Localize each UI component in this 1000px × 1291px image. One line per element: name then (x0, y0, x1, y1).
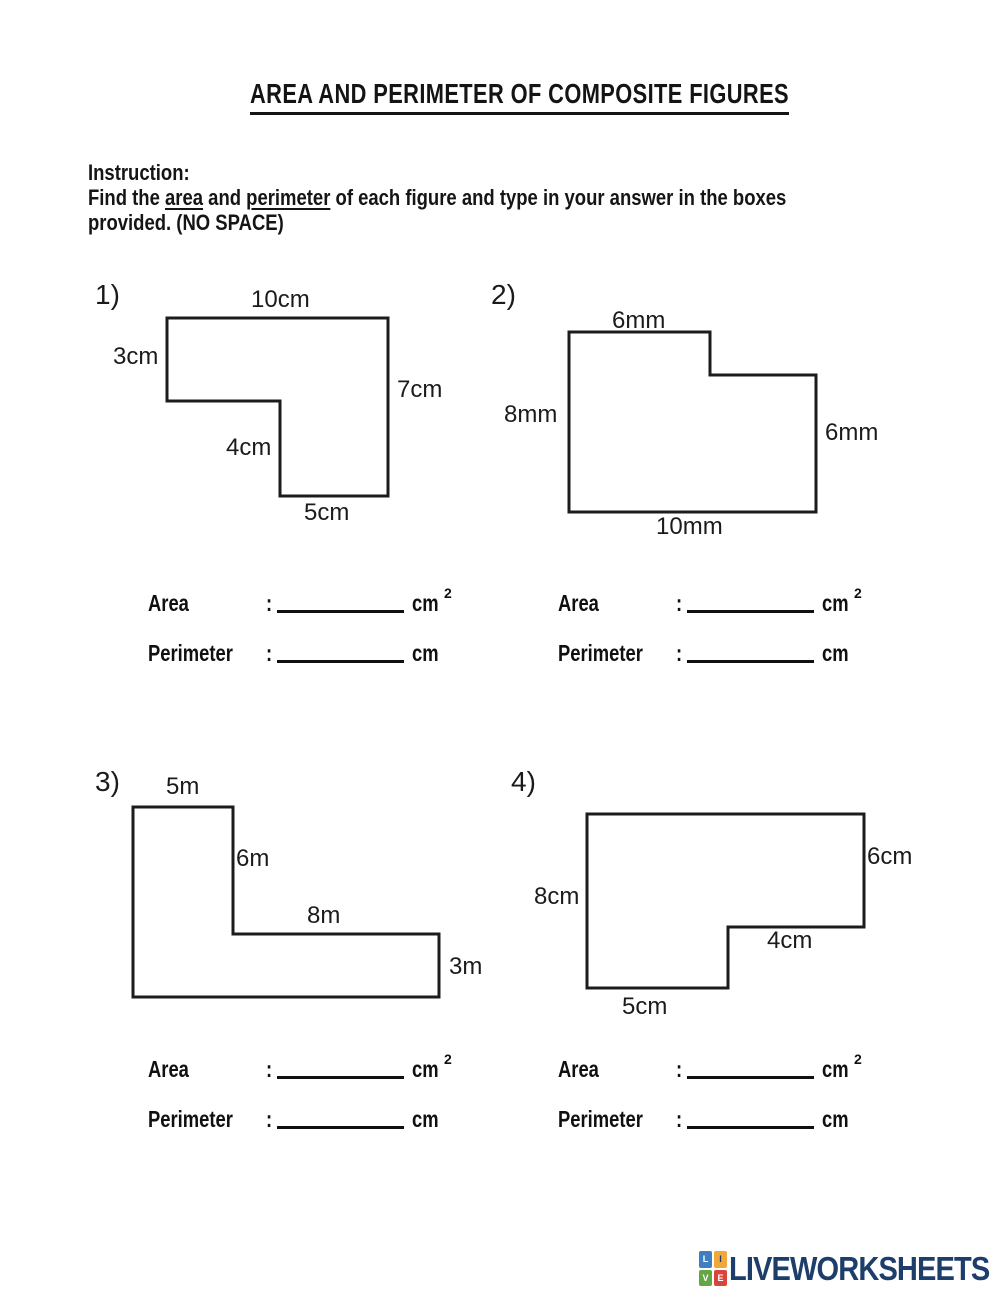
q2-perimeter-row (558, 640, 898, 666)
q1-dim-right: 7cm (397, 376, 443, 403)
perimeter-unit: cm (412, 1106, 439, 1132)
question-4-answers (558, 1051, 898, 1156)
area-unit: cm (412, 590, 439, 616)
colon: : (676, 1056, 683, 1082)
instruction-text-mid: and (203, 185, 247, 210)
question-1-number: 1) (95, 279, 120, 310)
logo-letter-i: I (714, 1251, 727, 1268)
area-unit: cm (412, 1056, 439, 1082)
q4-area-row (558, 1051, 898, 1082)
q1-area-row (148, 585, 488, 616)
logo-letter-e: E (714, 1270, 727, 1287)
q3-area-row (148, 1051, 488, 1082)
perimeter-unit: cm (822, 1106, 849, 1132)
instruction-word-perimeter: perimeter (246, 185, 331, 210)
q4-perimeter-answer-box[interactable] (687, 1106, 814, 1129)
q4-area-answer-box[interactable] (687, 1056, 814, 1079)
instruction-heading: Instruction: (88, 160, 190, 185)
liveworksheets-wordmark: LIVEWORKSHEETS (729, 1250, 990, 1287)
q3-area-answer-box[interactable] (277, 1056, 404, 1079)
perimeter-label: Perimeter (148, 1106, 233, 1132)
area-unit-exponent: 2 (854, 585, 862, 601)
q4-dim-inner-h: 4cm (767, 927, 813, 954)
question-3-answers (148, 1051, 488, 1156)
colon: : (266, 1056, 273, 1082)
question-2-number: 2) (491, 279, 516, 310)
logo-letter-v: V (699, 1270, 712, 1287)
figure-1-shape (167, 318, 388, 496)
question-2-answers (558, 585, 898, 690)
instruction-line1 (88, 185, 786, 210)
figure-2-shape (569, 332, 816, 512)
question-3-number: 3) (95, 766, 120, 797)
area-unit-exponent: 2 (444, 585, 452, 601)
q1-dim-inner: 4cm (226, 434, 272, 461)
perimeter-unit: cm (412, 640, 439, 666)
area-unit: cm (822, 590, 849, 616)
area-label: Area (558, 590, 599, 616)
area-unit-exponent: 2 (854, 1051, 862, 1067)
perimeter-unit: cm (822, 640, 849, 666)
q2-dim-top: 6mm (612, 307, 666, 334)
question-4-number: 4) (511, 766, 536, 797)
q1-dim-bottom: 5cm (304, 499, 350, 526)
instruction-block (88, 160, 919, 235)
title-wrap (40, 78, 1000, 115)
q2-perimeter-answer-box[interactable] (687, 640, 814, 663)
colon: : (676, 1106, 683, 1132)
q1-area-answer-box[interactable] (277, 590, 404, 613)
page-title: AREA AND PERIMETER OF COMPOSITE FIGURES (250, 78, 789, 115)
instruction-text-prefix: Find the (88, 185, 165, 210)
q3-perimeter-row (148, 1106, 488, 1132)
q4-perimeter-row (558, 1106, 898, 1132)
liveworksheets-logo[interactable] (699, 1251, 1000, 1286)
q2-area-answer-box[interactable] (687, 590, 814, 613)
perimeter-label: Perimeter (558, 1106, 643, 1132)
q2-dim-left: 8mm (504, 401, 558, 428)
colon: : (266, 1106, 273, 1132)
logo-letter-l: L (699, 1251, 712, 1268)
q2-area-row (558, 585, 898, 616)
q2-dim-bottom: 10mm (656, 513, 723, 540)
q3-dim-inner-h: 8m (307, 902, 341, 929)
q3-dim-right: 3m (449, 953, 483, 980)
instruction-text-suffix: of each figure and type in your answer in the boxes (330, 185, 787, 210)
q1-dim-top: 10cm (251, 286, 310, 313)
area-label: Area (148, 590, 189, 616)
area-unit-exponent: 2 (444, 1051, 452, 1067)
instruction-line2: provided. (NO SPACE) (88, 210, 284, 235)
colon: : (266, 590, 273, 616)
instruction-word-area: area (164, 185, 204, 210)
q4-dim-left: 8cm (534, 883, 580, 910)
q3-dim-top: 5m (166, 773, 200, 800)
figure-4-shape (587, 814, 864, 988)
colon: : (676, 590, 683, 616)
colon: : (266, 640, 273, 666)
liveworksheets-grid-icon (699, 1251, 727, 1286)
area-label: Area (558, 1056, 599, 1082)
question-1-answers (148, 585, 488, 690)
colon: : (676, 640, 683, 666)
q1-perimeter-row (148, 640, 488, 666)
q2-dim-right: 6mm (825, 419, 879, 446)
figure-3-shape (133, 807, 439, 997)
area-unit: cm (822, 1056, 849, 1082)
q1-dim-left: 3cm (113, 343, 159, 370)
perimeter-label: Perimeter (558, 640, 643, 666)
q3-dim-inner-v: 6m (236, 845, 270, 872)
q3-perimeter-answer-box[interactable] (277, 1106, 404, 1129)
perimeter-label: Perimeter (148, 640, 233, 666)
q4-dim-right: 6cm (867, 843, 913, 870)
q4-dim-bottom: 5cm (622, 993, 668, 1020)
q1-perimeter-answer-box[interactable] (277, 640, 404, 663)
area-label: Area (148, 1056, 189, 1082)
